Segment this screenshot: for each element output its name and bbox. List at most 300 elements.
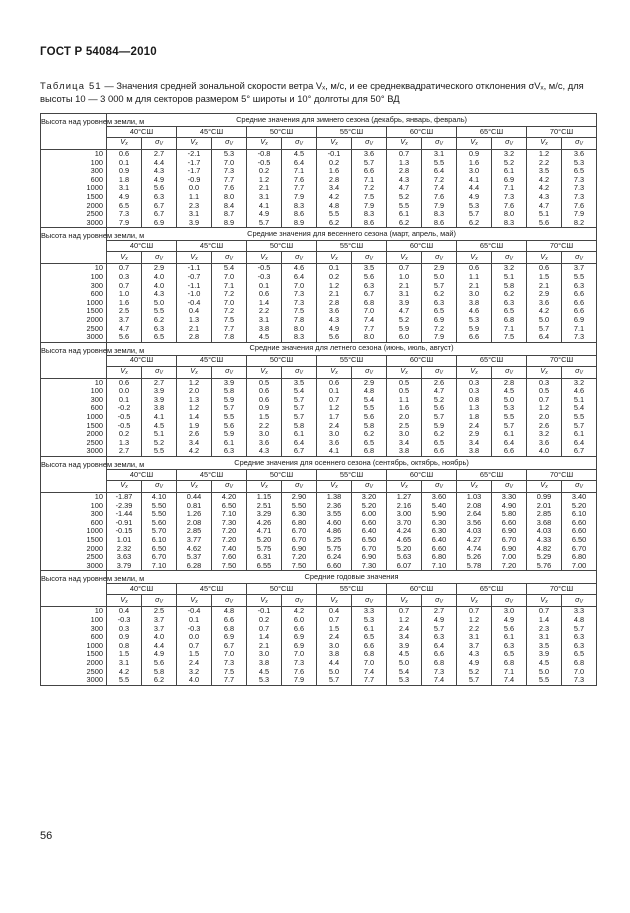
table-cell: 5.1 bbox=[562, 396, 597, 405]
table-cell: 0.2 bbox=[247, 167, 282, 176]
table-cell: 3.8 bbox=[247, 659, 282, 668]
table-cell: 4.9 bbox=[457, 659, 492, 668]
latitude-header: 65°СШ bbox=[457, 127, 527, 138]
table-cell: 5.7 bbox=[527, 325, 562, 334]
table-cell: 0.6 bbox=[107, 150, 142, 159]
table-cell: 3.9 bbox=[142, 387, 177, 396]
table-cell: 7.7 bbox=[352, 325, 387, 334]
table-cell: 6.3 bbox=[352, 282, 387, 291]
latitude-header: 60°СШ bbox=[387, 584, 457, 595]
latitude-header: 50°СШ bbox=[247, 241, 317, 252]
table-cell: 5.5 bbox=[422, 159, 457, 168]
table-cell: 1.27 bbox=[387, 493, 422, 502]
height-value: 10 bbox=[41, 150, 107, 159]
table-cell: 3.2 bbox=[527, 430, 562, 439]
table-cell: 3.55 bbox=[317, 510, 352, 519]
table-cell: 3.1 bbox=[247, 193, 282, 202]
table-cell: 4.5 bbox=[142, 422, 177, 431]
table-cell: 7.0 bbox=[352, 307, 387, 316]
v-letter: V bbox=[120, 251, 126, 261]
table-cell: 6.1 bbox=[492, 430, 527, 439]
table-cell: 6.5 bbox=[562, 650, 597, 659]
sigma-symbol bbox=[492, 595, 527, 607]
latitude-row bbox=[41, 241, 597, 252]
table-cell: 6.31 bbox=[247, 553, 282, 562]
sigma-symbol bbox=[142, 595, 177, 607]
table-cell: 5.78 bbox=[457, 562, 492, 571]
table-cell: -1.7 bbox=[177, 167, 212, 176]
table-cell: 3.0 bbox=[317, 430, 352, 439]
height-value: 100 bbox=[41, 273, 107, 282]
table-cell: 8.0 bbox=[492, 210, 527, 219]
table-cell: 7.0 bbox=[212, 299, 247, 308]
table-cell: 8.3 bbox=[352, 210, 387, 219]
table-cell: 7.30 bbox=[212, 519, 247, 528]
table-cell: 3.1 bbox=[527, 633, 562, 642]
table-cell: 3.9 bbox=[387, 299, 422, 308]
table-cell: 2.6 bbox=[422, 378, 457, 387]
table-cell: 3.6 bbox=[247, 439, 282, 448]
v-letter: V bbox=[470, 137, 476, 147]
table-cell: 2.4 bbox=[387, 625, 422, 634]
table-cell: 6.2 bbox=[142, 676, 177, 685]
table-cell: 6.2 bbox=[492, 290, 527, 299]
table-cell: 5.4 bbox=[387, 668, 422, 677]
table-cell: 2.0 bbox=[177, 387, 212, 396]
table-cell: 6.2 bbox=[387, 219, 422, 228]
table-row bbox=[41, 447, 597, 456]
table-cell: 2.16 bbox=[387, 502, 422, 511]
v-letter: V bbox=[120, 594, 126, 604]
v-symbol bbox=[247, 252, 282, 264]
x-subscript: x bbox=[335, 369, 338, 376]
table-cell: 7.0 bbox=[282, 650, 317, 659]
table-cell: 2.64 bbox=[457, 510, 492, 519]
v-subscript: V bbox=[509, 369, 513, 376]
sigma-letter: σ bbox=[155, 137, 160, 147]
section-title-row bbox=[41, 228, 597, 241]
table-cell: 7.1 bbox=[282, 167, 317, 176]
table-cell: 6.3 bbox=[422, 633, 457, 642]
table-cell: 0.8 bbox=[457, 396, 492, 405]
table-cell: 3.5 bbox=[282, 378, 317, 387]
table-cell: 5.7 bbox=[317, 676, 352, 685]
table-cell: 4.3 bbox=[247, 447, 282, 456]
latitude-header: 70°СШ bbox=[527, 241, 597, 252]
table-cell: 5.8 bbox=[352, 422, 387, 431]
height-header: Высота над уровнем земли, м bbox=[41, 571, 107, 607]
table-cell: 5.76 bbox=[527, 562, 562, 571]
height-value: 600 bbox=[41, 519, 107, 528]
v-subscript: V bbox=[369, 141, 373, 148]
v-subscript: V bbox=[579, 141, 583, 148]
table-label: Таблица 51 bbox=[40, 80, 102, 91]
sigma-symbol bbox=[352, 252, 387, 264]
table-row bbox=[41, 676, 597, 685]
height-value: 2000 bbox=[41, 545, 107, 554]
table-cell: 7.7 bbox=[282, 184, 317, 193]
sigma-letter: σ bbox=[365, 594, 370, 604]
table-cell: 5.7 bbox=[282, 413, 317, 422]
v-symbol bbox=[317, 138, 352, 150]
table-cell: 6.3 bbox=[142, 193, 177, 202]
v-subscript: V bbox=[299, 598, 303, 605]
table-cell: 6.5 bbox=[352, 439, 387, 448]
table-cell: 6.8 bbox=[492, 659, 527, 668]
v-symbol bbox=[177, 595, 212, 607]
symbol-row bbox=[41, 138, 597, 150]
table-cell: 1.1 bbox=[457, 273, 492, 282]
table-cell: 3.1 bbox=[247, 316, 282, 325]
table-cell: 6.70 bbox=[282, 536, 317, 545]
height-value: 3000 bbox=[41, 676, 107, 685]
table-cell: 5.75 bbox=[317, 545, 352, 554]
table-cell: 4.9 bbox=[142, 176, 177, 185]
table-cell: 0.2 bbox=[317, 273, 352, 282]
table-cell: 0.0 bbox=[107, 387, 142, 396]
sigma-symbol bbox=[282, 366, 317, 378]
table-cell: 7.10 bbox=[142, 562, 177, 571]
table-cell: 6.5 bbox=[107, 202, 142, 211]
sigma-letter: σ bbox=[575, 480, 580, 490]
height-value: 3000 bbox=[41, 333, 107, 342]
table-cell: 1.4 bbox=[247, 299, 282, 308]
v-letter: V bbox=[540, 251, 546, 261]
table-cell: 5.6 bbox=[317, 333, 352, 342]
v-symbol bbox=[527, 366, 562, 378]
table-cell: 6.30 bbox=[422, 527, 457, 536]
v-letter: V bbox=[120, 137, 126, 147]
table-cell: 2.1 bbox=[247, 642, 282, 651]
table-cell: -0.1 bbox=[247, 607, 282, 616]
table-cell: 5.50 bbox=[282, 502, 317, 511]
table-cell: 7.10 bbox=[422, 562, 457, 571]
latitude-row bbox=[41, 470, 597, 481]
table-cell: 5.4 bbox=[282, 387, 317, 396]
table-cell: 7.9 bbox=[107, 219, 142, 228]
table-cell: 3.1 bbox=[422, 150, 457, 159]
sigma-symbol bbox=[352, 366, 387, 378]
table-cell: 1.9 bbox=[177, 422, 212, 431]
table-cell: 6.6 bbox=[492, 447, 527, 456]
table-cell: 7.20 bbox=[282, 553, 317, 562]
table-cell: 6.5 bbox=[492, 650, 527, 659]
table-cell: 7.5 bbox=[212, 668, 247, 677]
table-cell: -1.7 bbox=[177, 159, 212, 168]
table-cell: 5.5 bbox=[492, 413, 527, 422]
table-caption bbox=[40, 79, 600, 105]
sigma-symbol bbox=[562, 252, 597, 264]
table-cell: 6.1 bbox=[352, 625, 387, 634]
v-subscript: V bbox=[229, 484, 233, 491]
sigma-letter: σ bbox=[365, 251, 370, 261]
table-cell: 6.3 bbox=[492, 642, 527, 651]
height-header: Высота над уровнем земли, м bbox=[41, 457, 107, 493]
table-cell: 1.6 bbox=[387, 404, 422, 413]
table-cell: 6.5 bbox=[562, 167, 597, 176]
sigma-letter: σ bbox=[575, 251, 580, 261]
table-cell: -1.87 bbox=[107, 493, 142, 502]
table-cell: 1.6 bbox=[457, 159, 492, 168]
table-cell: 4.5 bbox=[247, 668, 282, 677]
table-cell: 4.24 bbox=[387, 527, 422, 536]
table-cell: 5.7 bbox=[282, 404, 317, 413]
table-cell: 0.6 bbox=[527, 264, 562, 273]
table-cell: 8.7 bbox=[212, 210, 247, 219]
table-cell: 7.0 bbox=[562, 668, 597, 677]
table-cell: 6.60 bbox=[352, 519, 387, 528]
latitude-header: 45°СШ bbox=[177, 127, 247, 138]
x-subscript: x bbox=[265, 484, 268, 491]
table-cell: 4.7 bbox=[387, 307, 422, 316]
table-cell: 6.9 bbox=[422, 316, 457, 325]
v-subscript: V bbox=[439, 141, 443, 148]
table-cell: 7.6 bbox=[282, 668, 317, 677]
height-value: 300 bbox=[41, 625, 107, 634]
v-symbol bbox=[527, 595, 562, 607]
sigma-letter: σ bbox=[505, 137, 510, 147]
table-cell: 4.9 bbox=[107, 193, 142, 202]
table-cell: 5.7 bbox=[212, 404, 247, 413]
table-cell: 7.0 bbox=[282, 282, 317, 291]
table-cell: 0.6 bbox=[247, 290, 282, 299]
table-cell: 7.6 bbox=[422, 193, 457, 202]
table-cell: 5.9 bbox=[457, 325, 492, 334]
v-letter: V bbox=[470, 251, 476, 261]
sigma-symbol bbox=[422, 252, 457, 264]
latitude-header: 45°СШ bbox=[177, 241, 247, 252]
v-symbol bbox=[177, 481, 212, 493]
sigma-symbol bbox=[142, 138, 177, 150]
v-subscript: V bbox=[369, 484, 373, 491]
table-cell: 2.9 bbox=[527, 290, 562, 299]
table-cell: 1.0 bbox=[107, 290, 142, 299]
table-cell: 3.7 bbox=[457, 642, 492, 651]
latitude-header: 70°СШ bbox=[527, 355, 597, 366]
v-subscript: V bbox=[229, 255, 233, 262]
v-subscript: V bbox=[439, 484, 443, 491]
v-letter: V bbox=[120, 480, 126, 490]
table-cell: 4.0 bbox=[177, 676, 212, 685]
table-cell: 1.5 bbox=[317, 625, 352, 634]
table-cell: 0.2 bbox=[107, 430, 142, 439]
table-cell: 5.6 bbox=[352, 413, 387, 422]
table-cell: 0.7 bbox=[317, 396, 352, 405]
table-cell: 8.6 bbox=[282, 210, 317, 219]
table-cell: 7.20 bbox=[212, 527, 247, 536]
table-cell: 7.5 bbox=[352, 193, 387, 202]
table-cell: 4.62 bbox=[177, 545, 212, 554]
table-cell: 2.08 bbox=[177, 519, 212, 528]
height-value: 10 bbox=[41, 607, 107, 616]
v-symbol bbox=[457, 138, 492, 150]
table-cell: 1.6 bbox=[107, 299, 142, 308]
table-cell: 7.6 bbox=[212, 184, 247, 193]
height-value: 300 bbox=[41, 510, 107, 519]
symbol-row bbox=[41, 252, 597, 264]
v-symbol bbox=[177, 252, 212, 264]
table-cell: 3.30 bbox=[492, 493, 527, 502]
table-cell: 7.1 bbox=[492, 325, 527, 334]
table-cell: 2.32 bbox=[107, 545, 142, 554]
table-cell: 6.8 bbox=[352, 650, 387, 659]
v-letter: V bbox=[470, 480, 476, 490]
table-cell: 6.5 bbox=[142, 333, 177, 342]
table-cell: 7.1 bbox=[492, 184, 527, 193]
table-cell: 4.9 bbox=[457, 193, 492, 202]
table-cell: 6.4 bbox=[282, 273, 317, 282]
v-symbol bbox=[457, 366, 492, 378]
table-cell: -0.5 bbox=[107, 413, 142, 422]
table-cell: 0.6 bbox=[247, 387, 282, 396]
table-cell: 6.5 bbox=[492, 307, 527, 316]
table-cell: 6.28 bbox=[177, 562, 212, 571]
v-subscript: V bbox=[229, 598, 233, 605]
table-cell: 6.4 bbox=[527, 333, 562, 342]
table-cell: 0.9 bbox=[247, 404, 282, 413]
table-cell: 2.1 bbox=[317, 290, 352, 299]
table-cell: 2.4 bbox=[457, 422, 492, 431]
table-cell: 6.3 bbox=[212, 447, 247, 456]
v-letter: V bbox=[540, 137, 546, 147]
v-symbol bbox=[247, 138, 282, 150]
sigma-symbol bbox=[212, 595, 247, 607]
table-cell: 5.4 bbox=[352, 396, 387, 405]
table-cell: 3.9 bbox=[527, 650, 562, 659]
table-cell: 6.6 bbox=[562, 290, 597, 299]
table-cell: 6.30 bbox=[282, 510, 317, 519]
table-cell: -0.4 bbox=[177, 299, 212, 308]
v-symbol bbox=[317, 252, 352, 264]
table-cell: 6.4 bbox=[282, 439, 317, 448]
table-cell: 3.8 bbox=[387, 447, 422, 456]
table-cell: 6.8 bbox=[562, 659, 597, 668]
table-cell: 0.44 bbox=[177, 493, 212, 502]
x-subscript: x bbox=[405, 141, 408, 148]
table-cell: 4.7 bbox=[387, 184, 422, 193]
table-cell: 5.5 bbox=[562, 413, 597, 422]
height-value: 3000 bbox=[41, 219, 107, 228]
table-cell: 6.1 bbox=[562, 430, 597, 439]
table-cell: 7.3 bbox=[282, 290, 317, 299]
section-title-row bbox=[41, 571, 597, 584]
table-cell: 5.9 bbox=[212, 430, 247, 439]
v-letter: V bbox=[400, 594, 406, 604]
table-cell: 0.7 bbox=[527, 607, 562, 616]
v-letter: V bbox=[540, 480, 546, 490]
table-cell: 2.4 bbox=[317, 633, 352, 642]
table-cell: 2.1 bbox=[177, 325, 212, 334]
table-cell: 7.6 bbox=[562, 202, 597, 211]
v-letter: V bbox=[260, 594, 266, 604]
table-cell: 4.86 bbox=[317, 527, 352, 536]
table-cell: 1.5 bbox=[527, 273, 562, 282]
latitude-row bbox=[41, 584, 597, 595]
page-number: 56 bbox=[40, 830, 53, 842]
table-cell: 0.7 bbox=[177, 642, 212, 651]
height-value: 1000 bbox=[41, 184, 107, 193]
v-subscript: V bbox=[369, 369, 373, 376]
sigma-letter: σ bbox=[155, 251, 160, 261]
v-symbol bbox=[457, 595, 492, 607]
table-cell: 5.7 bbox=[422, 413, 457, 422]
x-subscript: x bbox=[405, 255, 408, 262]
v-symbol bbox=[317, 366, 352, 378]
height-value: 2000 bbox=[41, 202, 107, 211]
table-cell: 7.2 bbox=[422, 176, 457, 185]
sigma-symbol bbox=[492, 366, 527, 378]
table-cell: 6.9 bbox=[562, 316, 597, 325]
symbol-row bbox=[41, 595, 597, 607]
height-value: 3000 bbox=[41, 562, 107, 571]
table-cell: 4.3 bbox=[387, 176, 422, 185]
table-cell: 1.2 bbox=[527, 150, 562, 159]
table-cell: 7.4 bbox=[352, 316, 387, 325]
table-cell: 5.7 bbox=[562, 422, 597, 431]
table-cell: 3.0 bbox=[387, 430, 422, 439]
table-cell: 3.1 bbox=[107, 184, 142, 193]
table-cell: 6.7 bbox=[352, 290, 387, 299]
latitude-header: 70°СШ bbox=[527, 584, 597, 595]
table-cell: 4.10 bbox=[142, 493, 177, 502]
table-cell: 0.3 bbox=[457, 387, 492, 396]
sigma-symbol bbox=[562, 138, 597, 150]
table-cell: 5.70 bbox=[142, 527, 177, 536]
table-cell: 4.6 bbox=[562, 387, 597, 396]
latitude-header: 55°СШ bbox=[317, 127, 387, 138]
table-cell: 0.1 bbox=[107, 159, 142, 168]
caption-text: — Значения средней зональной скорости ветра Vₓ, м/с, и ее среднеквадратического отклонения σVₓ, м/с, для высоты 10 — 3 000 м для секторов размером 5° широты и 10° долготы для 50° ВД bbox=[40, 80, 584, 104]
table-cell: 3.9 bbox=[212, 378, 247, 387]
table-cell: 4.1 bbox=[142, 413, 177, 422]
table-cell: 7.3 bbox=[212, 167, 247, 176]
table-cell: 6.60 bbox=[562, 519, 597, 528]
sigma-letter: σ bbox=[365, 480, 370, 490]
table-cell: 5.9 bbox=[387, 325, 422, 334]
table-cell: 3.56 bbox=[457, 519, 492, 528]
table-cell: 5.1 bbox=[527, 210, 562, 219]
sigma-letter: σ bbox=[225, 137, 230, 147]
table-cell: 7.50 bbox=[282, 562, 317, 571]
v-symbol bbox=[247, 481, 282, 493]
table-cell: 7.9 bbox=[422, 333, 457, 342]
height-value: 1500 bbox=[41, 536, 107, 545]
table-cell: 4.7 bbox=[527, 202, 562, 211]
table-cell: 4.3 bbox=[142, 290, 177, 299]
v-symbol bbox=[387, 252, 422, 264]
table-cell: 5.7 bbox=[282, 396, 317, 405]
v-subscript: V bbox=[579, 255, 583, 262]
table-cell: 1.8 bbox=[457, 413, 492, 422]
height-value: 600 bbox=[41, 404, 107, 413]
table-cell: -0.4 bbox=[177, 607, 212, 616]
v-subscript: V bbox=[299, 484, 303, 491]
latitude-header: 40°СШ bbox=[107, 355, 177, 366]
v-symbol bbox=[107, 595, 142, 607]
table-cell: 4.2 bbox=[527, 184, 562, 193]
table-cell: 5.2 bbox=[387, 193, 422, 202]
table-cell: 0.3 bbox=[527, 378, 562, 387]
table-cell: 6.90 bbox=[492, 527, 527, 536]
table-cell: 6.70 bbox=[142, 553, 177, 562]
v-subscript: V bbox=[159, 255, 163, 262]
table-cell: 7.8 bbox=[282, 316, 317, 325]
x-subscript: x bbox=[545, 141, 548, 148]
table-cell: 7.4 bbox=[422, 184, 457, 193]
v-symbol bbox=[247, 595, 282, 607]
table-cell: 1.4 bbox=[177, 413, 212, 422]
table-cell: 4.8 bbox=[317, 202, 352, 211]
